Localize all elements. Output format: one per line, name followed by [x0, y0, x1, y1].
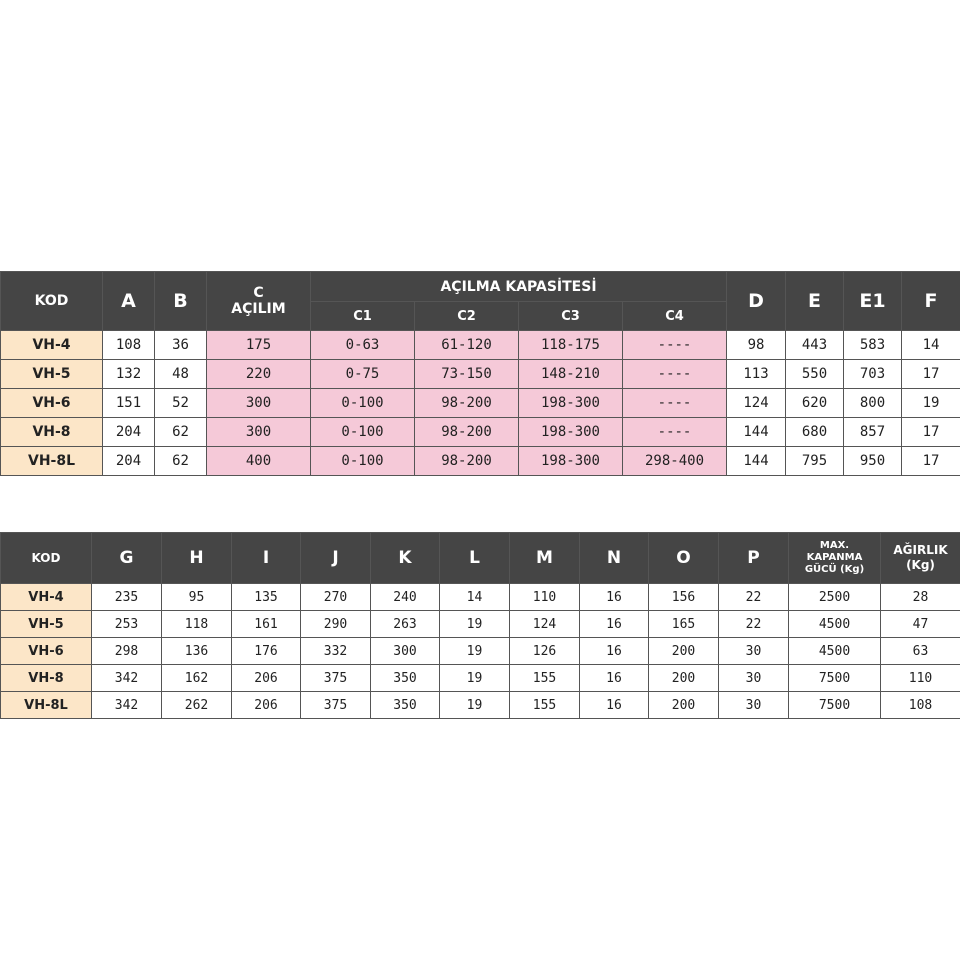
row-kod-cell: VH-5 [1, 611, 92, 638]
table-cell: 375 [301, 665, 371, 692]
col-header-b: B [155, 272, 207, 331]
col-header-c-acilim [207, 272, 311, 331]
table-cell: 62 [155, 418, 207, 447]
col-header-m: M [510, 533, 580, 584]
table-cell: 135 [232, 584, 301, 611]
col-header-f: F [902, 272, 960, 331]
table-cell: 795 [786, 447, 844, 476]
table-cell: 298 [92, 638, 162, 665]
table-cell: 0-63 [311, 331, 415, 360]
col-header-l: L [440, 533, 510, 584]
table-cell: 126 [510, 638, 580, 665]
table-cell: 98-200 [415, 389, 519, 418]
table-cell: 73-150 [415, 360, 519, 389]
table-cell: 17 [902, 360, 960, 389]
table-cell: 144 [727, 447, 786, 476]
col-header-n: N [580, 533, 649, 584]
table-cell: 583 [844, 331, 902, 360]
table-cell: 200 [649, 665, 719, 692]
table-cell: 220 [207, 360, 311, 389]
table-cell: 550 [786, 360, 844, 389]
table-cell: 4500 [789, 638, 881, 665]
table-cell: 118-175 [519, 331, 623, 360]
col-header-max-line3: GÜCÜ (Kg) [804, 564, 865, 575]
table-cell: 47 [881, 611, 960, 638]
table-row [1, 418, 960, 447]
table-cell: ---- [623, 418, 727, 447]
table-cell: 61-120 [415, 331, 519, 360]
col-header-i: I [232, 533, 301, 584]
table-cell: 270 [301, 584, 371, 611]
table-cell: 30 [719, 692, 789, 719]
col-header-a: A [103, 272, 155, 331]
table-cell: 300 [207, 389, 311, 418]
table-row [1, 665, 960, 692]
table-cell: 156 [649, 584, 719, 611]
col-header-c4: C4 [623, 302, 727, 331]
table-cell: 30 [719, 665, 789, 692]
table-cell: 375 [301, 692, 371, 719]
table-cell: 235 [92, 584, 162, 611]
table-cell: 206 [232, 692, 301, 719]
table-cell: 19 [440, 692, 510, 719]
table-cell: 162 [162, 665, 232, 692]
table-cell: 132 [103, 360, 155, 389]
col-header-k: K [371, 533, 440, 584]
col-header-kod: KOD [1, 533, 92, 584]
table-cell: 198-300 [519, 447, 623, 476]
row-kod-cell: VH-5 [1, 360, 103, 389]
table-cell: 155 [510, 692, 580, 719]
table-cell: 950 [844, 447, 902, 476]
table-cell: 16 [580, 584, 649, 611]
table-cell: 300 [207, 418, 311, 447]
row-kod-cell: VH-8L [1, 447, 103, 476]
table-cell: 136 [162, 638, 232, 665]
table-cell: 124 [510, 611, 580, 638]
table-cell: 14 [440, 584, 510, 611]
col-header-max-line1: MAX. [819, 540, 850, 551]
col-header-c-line1: C [253, 285, 264, 301]
table-cell: 52 [155, 389, 207, 418]
table-cell: 253 [92, 611, 162, 638]
table-row [1, 584, 960, 611]
table-cell: 62 [155, 447, 207, 476]
table-cell: 165 [649, 611, 719, 638]
row-kod-cell: VH-8 [1, 665, 92, 692]
table-cell: 350 [371, 665, 440, 692]
table-cell: 206 [232, 665, 301, 692]
table-cell: 200 [649, 638, 719, 665]
table-cell: 350 [371, 692, 440, 719]
table-cell: 400 [207, 447, 311, 476]
table-cell: 680 [786, 418, 844, 447]
table-cell: ---- [623, 360, 727, 389]
table-cell: 262 [162, 692, 232, 719]
table-cell: 7500 [789, 665, 881, 692]
table-row [1, 692, 960, 719]
table-cell: 151 [103, 389, 155, 418]
table-cell: 2500 [789, 584, 881, 611]
col-header-p: P [719, 533, 789, 584]
table-cell: 240 [371, 584, 440, 611]
table-cell: 263 [371, 611, 440, 638]
table-cell: 22 [719, 611, 789, 638]
table-row [1, 447, 960, 476]
table-cell: 98-200 [415, 447, 519, 476]
table-cell: 124 [727, 389, 786, 418]
table-cell: 290 [301, 611, 371, 638]
table-cell: 113 [727, 360, 786, 389]
col-header-o: O [649, 533, 719, 584]
table-cell: 204 [103, 447, 155, 476]
table-cell: 19 [440, 665, 510, 692]
table-cell: 98-200 [415, 418, 519, 447]
col-header-c2: C2 [415, 302, 519, 331]
table-cell: 16 [580, 611, 649, 638]
table-cell: 110 [510, 584, 580, 611]
col-header-max-kapanma-gucu [789, 533, 881, 584]
col-header-j: J [301, 533, 371, 584]
col-header-c1: C1 [311, 302, 415, 331]
table-cell: 300 [371, 638, 440, 665]
table-cell: 198-300 [519, 389, 623, 418]
col-header-max-line2: KAPANMA [806, 552, 863, 563]
table-cell: 19 [440, 611, 510, 638]
table-cell: 298-400 [623, 447, 727, 476]
col-header-agirlik-line2: (Kg) [906, 558, 935, 572]
table-cell: 342 [92, 692, 162, 719]
table-cell: 800 [844, 389, 902, 418]
row-kod-cell: VH-8 [1, 418, 103, 447]
table-cell: 17 [902, 418, 960, 447]
table-cell: 14 [902, 331, 960, 360]
table-cell: 30 [719, 638, 789, 665]
col-header-g: G [92, 533, 162, 584]
table-cell: 36 [155, 331, 207, 360]
table-cell: 198-300 [519, 418, 623, 447]
table-cell: 200 [649, 692, 719, 719]
table-cell: 98 [727, 331, 786, 360]
table-cell: 63 [881, 638, 960, 665]
col-header-e1: E1 [844, 272, 902, 331]
table-cell: 0-75 [311, 360, 415, 389]
table-row [1, 331, 960, 360]
table-cell: 161 [232, 611, 301, 638]
row-kod-cell: VH-4 [1, 584, 92, 611]
specifications-table [0, 532, 960, 719]
col-header-e: E [786, 272, 844, 331]
table-cell: 22 [719, 584, 789, 611]
table-cell: 175 [207, 331, 311, 360]
table-cell: 703 [844, 360, 902, 389]
table-cell: 620 [786, 389, 844, 418]
table-cell: 118 [162, 611, 232, 638]
table-row [1, 638, 960, 665]
table-cell: 19 [902, 389, 960, 418]
col-header-c-line2: AÇILIM [231, 301, 286, 317]
col-header-d: D [727, 272, 786, 331]
table-cell: 155 [510, 665, 580, 692]
table-cell: 0-100 [311, 447, 415, 476]
table-row [1, 389, 960, 418]
table-cell: 108 [881, 692, 960, 719]
table-cell: 204 [103, 418, 155, 447]
table-cell: 16 [580, 638, 649, 665]
table-cell: 4500 [789, 611, 881, 638]
col-header-c3: C3 [519, 302, 623, 331]
row-kod-cell: VH-8L [1, 692, 92, 719]
table-cell: 28 [881, 584, 960, 611]
table-cell: 16 [580, 665, 649, 692]
table-cell: 108 [103, 331, 155, 360]
table-cell: 144 [727, 418, 786, 447]
col-header-agirlik-line1: AĞIRLIK [893, 543, 948, 557]
table-cell: 95 [162, 584, 232, 611]
table-cell: 16 [580, 692, 649, 719]
col-group-acilma-kapasitesi: AÇILMA KAPASİTESİ [311, 272, 727, 302]
table-cell: 7500 [789, 692, 881, 719]
table-cell: ---- [623, 389, 727, 418]
row-kod-cell: VH-4 [1, 331, 103, 360]
table-cell: 0-100 [311, 418, 415, 447]
table-cell: 17 [902, 447, 960, 476]
table-row [1, 611, 960, 638]
table-cell: 48 [155, 360, 207, 389]
table-row [1, 360, 960, 389]
col-header-kod: KOD [1, 272, 103, 331]
table-cell: 176 [232, 638, 301, 665]
table-cell: 857 [844, 418, 902, 447]
table-cell: 0-100 [311, 389, 415, 418]
table-cell: 342 [92, 665, 162, 692]
table-cell: 332 [301, 638, 371, 665]
table-cell: 443 [786, 331, 844, 360]
col-header-h: H [162, 533, 232, 584]
row-kod-cell: VH-6 [1, 638, 92, 665]
table-cell: 19 [440, 638, 510, 665]
table-cell: 148-210 [519, 360, 623, 389]
row-kod-cell: VH-6 [1, 389, 103, 418]
table-cell: ---- [623, 331, 727, 360]
dimensions-table [0, 271, 960, 476]
col-header-agirlik [881, 533, 960, 584]
table-cell: 110 [881, 665, 960, 692]
